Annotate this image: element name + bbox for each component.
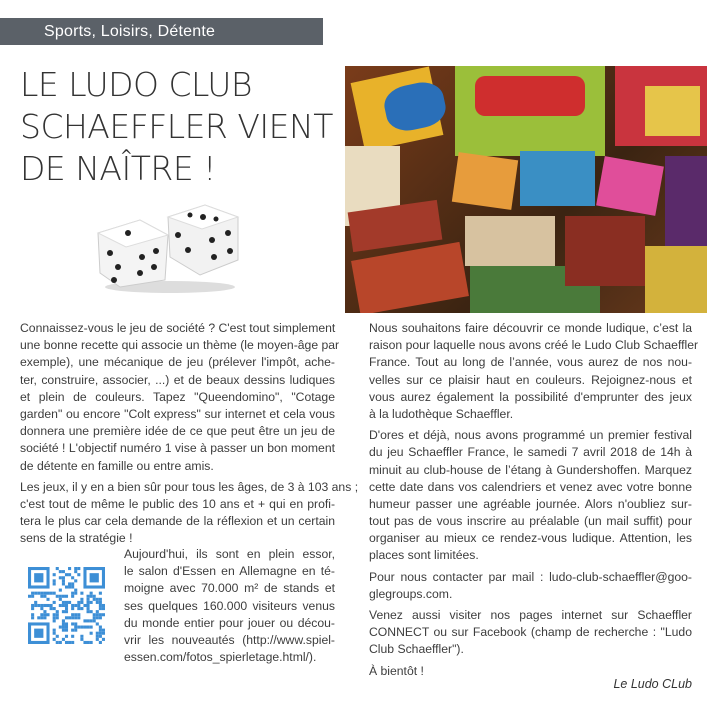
text-line: Les jeux, il y en a bien sûr pour tous les âges, de 3 à 103 ans ;: [20, 479, 359, 494]
text-line: exemple), une mécanique de jeu (prélever l'impôt, ache-: [20, 355, 335, 370]
text-line: velles sur ce plaisir haut en couleurs. Rejoignez-nous et: [369, 372, 692, 387]
text-line: Nous souhaitons faire découvrir ce monde ludique, c’est la: [369, 321, 692, 335]
text-line: et plein de couleurs. Tapez "Queendomino", "Cotage: [20, 389, 335, 404]
board-games-photo: [345, 66, 707, 313]
text-line: donnera une première idée de ce que peut être un jeu de: [20, 424, 335, 439]
die-left-icon: [98, 220, 168, 287]
text-line: ter, construire, associer, ...) et de beaux dessins ludiques: [20, 372, 335, 387]
signature: Le Ludo CLub: [613, 677, 692, 691]
text-line: à la ludothèque Schaeffler.: [369, 406, 514, 421]
qr-code[interactable]: [28, 567, 105, 644]
text-line: cette date dans vos calendriers et venez avec votre bonne: [369, 479, 692, 494]
paragraph: [369, 569, 692, 603]
column-left: [20, 320, 359, 551]
text-line: du monde entier pour jouer ou décou-: [124, 615, 335, 630]
paragraph: [369, 607, 692, 659]
article-title: [20, 64, 340, 190]
dice-illustration: [90, 195, 250, 295]
text-line: raison pour laquelle nous avons créé le Ludo Club Schaeffler: [369, 338, 699, 353]
text-line: Aujourd'hui, ils sont en plein essor,: [124, 547, 335, 561]
title-line: DE NAÎTRE !: [20, 149, 216, 188]
die-right-icon: [168, 205, 238, 275]
title-line: LE LUDO CLUB: [20, 65, 253, 104]
text-line: garden" ou encore "Colt express" sur internet et cela vous: [20, 406, 335, 421]
text-line: Connaissez-vous le jeu de société ? C'est tout simplement: [20, 321, 336, 335]
section-rubric: Sports, Loisirs, Détente: [0, 18, 323, 45]
text-line: sens de la stratégie !: [20, 531, 133, 546]
text-line: humeur passer une agréable journée. Alors n'oubliez sur-: [369, 496, 692, 511]
text-line: une bonne recette qui associe un thème (le moyen-âge par: [20, 338, 340, 353]
text-line: minuit au club-house de l’étang à Gundershoffen. Marquez: [369, 462, 692, 477]
text-line: À bientôt !: [369, 663, 424, 678]
text-line: ses quelques 160.000 visiteurs venus: [124, 598, 335, 613]
paragraph: [20, 479, 359, 548]
title-line: SCHAEFFLER VIENT: [20, 107, 333, 146]
text-line: glegroups.com.: [369, 586, 453, 601]
text-line: essen.com/fotos_spierletage.html/).: [124, 650, 317, 665]
text-line: organiser au mieux ce rendez-vous ludique. Attention, les: [369, 531, 692, 546]
text-line: moigne avec 70.000 m² de stands et: [124, 581, 335, 596]
text-line: D'ores et déjà, nous avons programmé un premier festival: [369, 428, 692, 443]
text-line: vous aurez également la possibilité d'emprunter des jeux: [369, 389, 692, 404]
text-line: vrir les nouveautés (http://www.spiel-: [124, 632, 335, 647]
text-line: du jeu Schaeffler France, le samedi 7 avril 2018 de 14h à: [369, 445, 692, 460]
text-line: places sont limitées.: [369, 548, 479, 563]
paragraph: [369, 427, 692, 565]
text-line: CONNECT ou sur Facebook (champ de recherche : "Ludo: [369, 625, 692, 640]
paragraph: [369, 320, 699, 423]
text-line: Venez aussi visiter nos pages internet sur Schaeffler: [369, 608, 692, 622]
text-line: le salon d'Essen en Allemagne en té-: [124, 564, 335, 579]
paragraph: [124, 546, 335, 666]
column-essen: [124, 546, 335, 670]
text-line: Club Schaeffler").: [369, 642, 464, 657]
text-line: tout pas de vous inscrire au préalable (un mail suffit) pour: [369, 514, 692, 529]
text-line: Pour nous contacter par mail : ludo-club-schaeffler@goo-: [369, 569, 692, 584]
paragraph: [20, 320, 340, 475]
text-line: de détente en famille ou entre amis.: [20, 458, 214, 473]
text-line: tera le plus car cela demande de la réflexion et un certain: [20, 514, 335, 529]
text-line: société ! L'objectif numéro 1 vise à passer un bon moment: [20, 441, 335, 456]
text-line: France. Tout au long de l’année, vous aurez de nos nou-: [369, 355, 692, 370]
text-line: c'est tout de même le public des 10 ans et + qui en profi-: [20, 496, 335, 511]
column-right: [369, 320, 699, 684]
